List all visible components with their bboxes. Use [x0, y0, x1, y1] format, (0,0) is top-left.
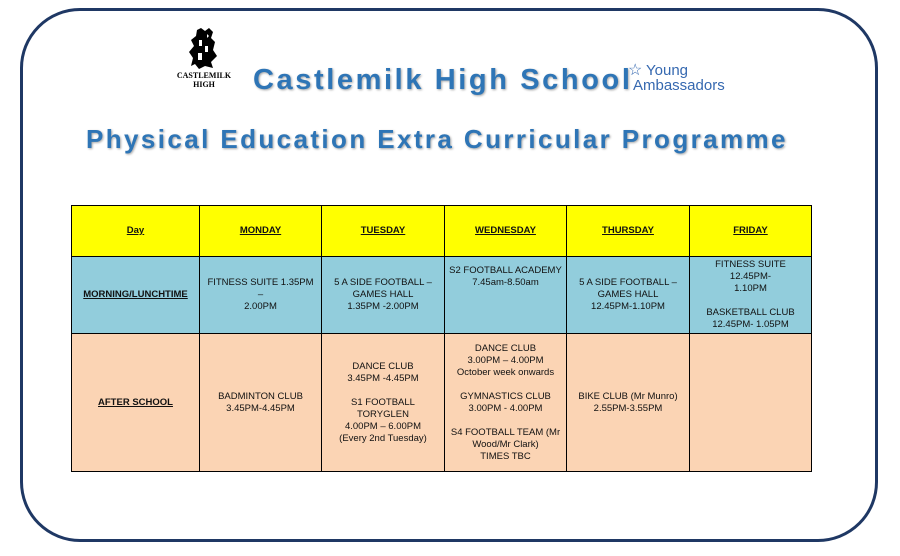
- cell-line: 12.45PM-1.10PM: [591, 301, 665, 312]
- cell-line: DANCE CLUB: [352, 360, 414, 372]
- header-day: Day: [72, 206, 200, 257]
- cell-line: GAMES HALL: [352, 289, 414, 300]
- header-monday: MONDAY: [200, 206, 322, 257]
- cell-line: 7.45am-8.50am: [472, 277, 539, 288]
- table-header-row: [72, 206, 812, 257]
- row-label-morning: MORNING/LUNCHTIME: [72, 257, 200, 334]
- cell-line: October week onwards: [456, 366, 555, 378]
- cell-line: BIKE CLUB (Mr Munro): [578, 390, 678, 402]
- cell-morning-wednesday: [445, 257, 567, 334]
- cell-line: 3.45PM-4.45PM: [226, 402, 295, 414]
- cell-line: 12.45PM- 1.05PM: [712, 319, 789, 330]
- header-friday: FRIDAY: [690, 206, 812, 257]
- ambassadors-line-1: Young: [646, 62, 688, 79]
- cell-line: Wood/Mr Clark): [472, 438, 539, 450]
- cell-line: S2 FOOTBALL ACADEMY: [449, 265, 562, 276]
- crest-line-2: HIGH: [193, 80, 215, 89]
- cell-line: S1 FOOTBALL TORYGLEN: [351, 396, 415, 420]
- ambassadors-line-2: Ambassadors: [633, 77, 725, 94]
- cell-line: 3.00PM – 4.00PM: [467, 354, 544, 366]
- header-wednesday: WEDNESDAY: [445, 206, 567, 257]
- cell-after-wednesday: [445, 334, 567, 472]
- crest-text: [168, 71, 240, 89]
- row-label-after-school: AFTER SCHOOL: [72, 334, 200, 472]
- header-thursday: THURSDAY: [567, 206, 690, 257]
- cell-line: 3.45PM -4.45PM: [347, 372, 419, 384]
- table-row-after-school: [72, 334, 812, 472]
- cell-line: FITNESS SUITE 1.35PM –: [207, 277, 314, 300]
- star-icon: ☆: [628, 62, 643, 79]
- cell-morning-tuesday: [322, 257, 445, 334]
- cell-morning-thursday: [567, 257, 690, 334]
- cell-line: DANCE CLUB: [474, 342, 537, 354]
- cell-line: 2.55PM-3.55PM: [593, 402, 663, 414]
- school-name-title: Castlemilk High School: [253, 64, 633, 96]
- cell-line: (Every 2nd Tuesday): [339, 432, 427, 444]
- cell-line: 1.35PM -2.00PM: [347, 301, 419, 312]
- cell-line: GYMNASTICS CLUB: [460, 390, 551, 402]
- cell-line: 2.00PM: [244, 301, 277, 312]
- school-crest-logo: [168, 26, 240, 89]
- cell-line: 1.10PM: [734, 283, 767, 294]
- cell-morning-monday: [200, 257, 322, 334]
- cell-after-monday: [200, 334, 322, 472]
- programme-title: Physical Education Extra Curricular Programme: [86, 124, 788, 154]
- cell-line: 5 A SIDE FOOTBALL –: [334, 277, 432, 288]
- table-row-morning: [72, 257, 812, 334]
- crest-line-1: CASTLEMILK: [176, 71, 232, 80]
- timetable: [71, 205, 812, 472]
- cell-after-thursday: [567, 334, 690, 472]
- cell-after-tuesday: [322, 334, 445, 472]
- header-tuesday: TUESDAY: [322, 206, 445, 257]
- cell-line: FITNESS SUITE 12.45PM-: [715, 259, 786, 282]
- cell-after-friday: [690, 334, 812, 472]
- cell-morning-friday: [690, 257, 812, 334]
- castle-crest-icon: [187, 26, 221, 70]
- cell-line: 4.00PM – 6.00PM: [344, 420, 422, 432]
- cell-line: BASKETBALL CLUB: [706, 307, 795, 318]
- cell-line: 3.00PM - 4.00PM: [468, 402, 543, 414]
- cell-line: TIMES TBC: [480, 450, 531, 462]
- cell-line: S4 FOOTBALL TEAM (Mr: [450, 426, 561, 438]
- cell-line: BADMINTON CLUB: [218, 390, 303, 402]
- cell-line: GAMES HALL: [597, 289, 659, 300]
- cell-line: 5 A SIDE FOOTBALL –: [579, 277, 677, 288]
